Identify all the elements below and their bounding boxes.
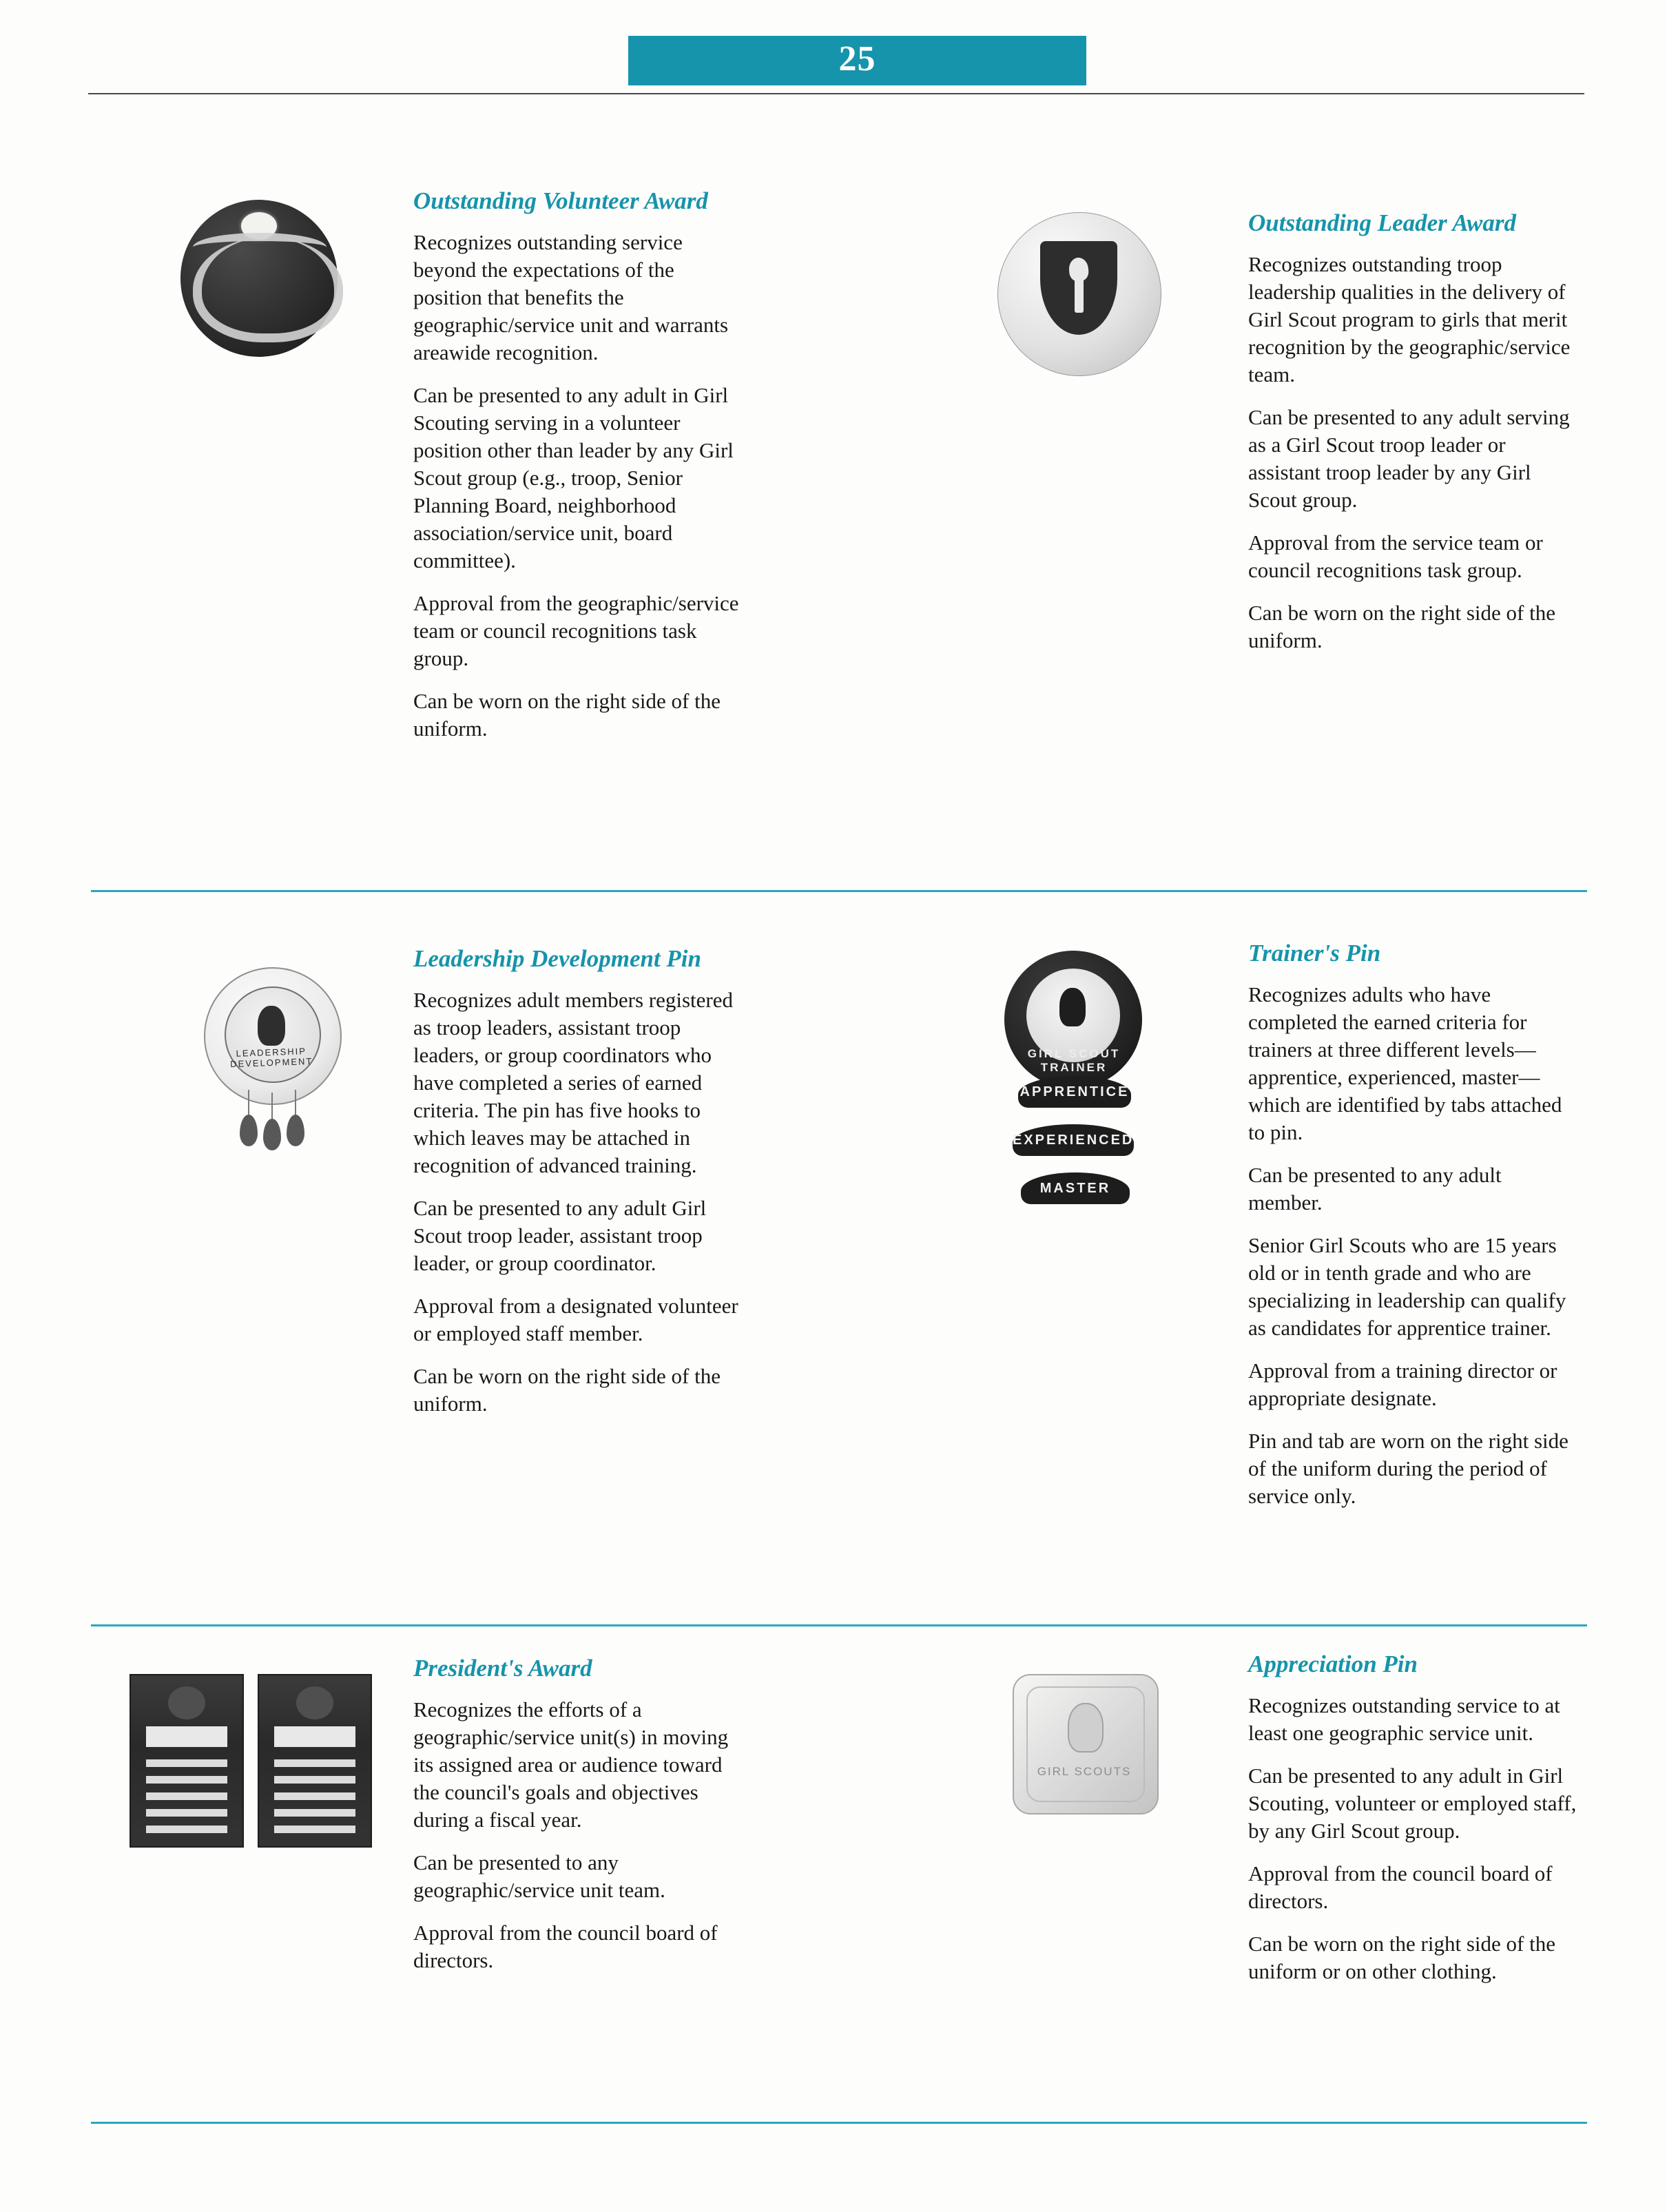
entry-paragraph: Recognizes outstanding service beyond the expectations of the position that benefits the geographic/service unit and warrants areawide recognition. [413, 230, 729, 364]
tab-master [1021, 1172, 1130, 1204]
plaque-bar [146, 1809, 227, 1817]
trefoil-emblem-icon [296, 1686, 333, 1719]
entry-paragraph: Senior Girl Scouts who are 15 years old or in tenth grade and who are specializing in leadership can qualify as candidates for apprentice trainer. [1248, 1233, 1566, 1340]
page-header [0, 0, 1667, 103]
section-awards-row-1 [0, 186, 1667, 875]
entry-body [413, 1696, 744, 1974]
girl-scouts-emblem-icon [168, 1686, 205, 1719]
entry-body [413, 229, 744, 743]
entry-body [413, 986, 744, 1418]
entry-trainers-pin [1248, 938, 1579, 1510]
entry-paragraph: Can be presented to any adult in Girl Scouting, volunteer or employed staff, by any Girl Scout group. [1248, 1764, 1577, 1843]
entry-title: Outstanding Volunteer Award [413, 187, 708, 214]
presidents-award-plaques [130, 1674, 371, 1846]
plaque-bar [146, 1759, 227, 1767]
entry-paragraph: Approval from the council board of directors. [413, 1921, 718, 1972]
pin-ring-text: LEADERSHIP DEVELOPMENT [229, 1046, 313, 1070]
entry-paragraph: Can be presented to any adult Girl Scout troop leader, assistant troop leader, or group coordinator. [413, 1196, 707, 1275]
plaque-bar [274, 1809, 355, 1817]
entry-title: Leadership Development Pin [413, 945, 702, 972]
entry-paragraph: Can be worn on the right side of the uniform. [413, 1364, 721, 1416]
page-number: 25 [838, 39, 876, 79]
leader-award-pin [997, 212, 1161, 376]
leadership-development-pin-art [191, 967, 357, 1167]
section-awards-row-3 [0, 1653, 1667, 2149]
trefoil-icon [1059, 988, 1086, 1026]
trefoil-icon [1068, 1703, 1104, 1753]
pin-chain [193, 237, 343, 342]
leaf-wire [295, 1090, 296, 1117]
entry-body [1248, 251, 1579, 654]
section-awards-row-2 [0, 940, 1667, 1633]
footer-divider [91, 2122, 1587, 2124]
entry-presidents-award [413, 1653, 744, 1974]
entry-outstanding-volunteer-award [413, 186, 744, 743]
entry-paragraph: Can be presented to any adult member. [1248, 1163, 1502, 1214]
plaque-right [258, 1674, 372, 1848]
plaque-bar [274, 1759, 355, 1767]
leaf-wire [271, 1093, 273, 1121]
entry-paragraph: Can be worn on the right side of the uniform or on other clothing. [1248, 1932, 1555, 1983]
tab-label: EXPERIENCED [1013, 1133, 1135, 1148]
plaque-nameplate [146, 1726, 227, 1747]
appreciation-pin-art [1007, 1668, 1172, 1827]
plaque-bar [274, 1792, 355, 1800]
entry-title: Outstanding Leader Award [1248, 209, 1516, 236]
plaque-left [130, 1674, 244, 1848]
entry-paragraph: Can be presented to any geographic/service unit team. [413, 1850, 665, 1902]
entry-paragraph: Recognizes outstanding service to at least one geographic service unit. [1248, 1693, 1560, 1745]
plaque-bar [146, 1826, 227, 1833]
entry-paragraph: Recognizes adults who have completed the earned criteria for trainers at three different levels—apprentice, experienced, master—which are identified by tabs attached to pin. [1248, 982, 1562, 1144]
tab-label: MASTER [1039, 1181, 1111, 1196]
plaque-nameplate [274, 1726, 355, 1747]
tab-label: APPRENTICE [1019, 1084, 1130, 1099]
leaf-charm [287, 1115, 304, 1146]
entry-paragraph: Pin and tab are worn on the right side of the uniform during the period of service only. [1248, 1429, 1568, 1508]
volunteer-award-pin [180, 200, 339, 358]
leaf-wire [248, 1090, 249, 1117]
entry-title: Trainer's Pin [1248, 940, 1381, 967]
entry-paragraph: Approval from a designated volunteer or employed staff member. [413, 1294, 738, 1345]
tab-experienced [1013, 1124, 1134, 1156]
trainers-pin-art [985, 951, 1164, 1196]
leaf-charm [240, 1115, 258, 1146]
entry-paragraph: Can be presented to any adult in Girl Scouting serving in a volunteer position other than leader by any Girl Scout group (e.g., troop, Senior Planning Board, neighborhood association/service unit, board committee). [413, 383, 734, 572]
trefoil-icon [258, 1006, 285, 1046]
plaque-bar [274, 1776, 355, 1784]
plaque-bar [274, 1826, 355, 1833]
entry-paragraph: Approval from the service team or council recognitions task group. [1248, 530, 1543, 582]
entry-appreciation-pin [1248, 1649, 1579, 1985]
entry-paragraph: Approval from the geographic/service team or council recognitions task group. [413, 591, 739, 670]
tab-apprentice [1018, 1076, 1131, 1108]
section-divider [91, 890, 1587, 892]
entry-paragraph: Approval from a training director or appropriate designate. [1248, 1358, 1557, 1410]
entry-title: Appreciation Pin [1248, 1651, 1418, 1677]
entry-paragraph: Approval from the council board of directors. [1248, 1861, 1553, 1913]
plaque-bar [146, 1776, 227, 1784]
plaque-bar [146, 1792, 227, 1800]
pin-ring-text: GIRL SCOUT TRAINER [1027, 1047, 1121, 1074]
entry-body [1248, 981, 1579, 1510]
entry-paragraph: Can be worn on the right side of the uniform. [413, 689, 721, 741]
entry-paragraph: Can be worn on the right side of the uniform. [1248, 601, 1555, 652]
entry-outstanding-leader-award [1248, 208, 1579, 654]
entry-paragraph: Can be presented to any adult serving as a Girl Scout troop leader or assistant troop leader by any Girl Scout group. [1248, 405, 1570, 512]
entry-body [1248, 1692, 1579, 1985]
header-divider [88, 93, 1584, 94]
leaf-charm [263, 1119, 281, 1150]
entry-title: President's Award [413, 1655, 592, 1682]
pin-label: GIRL SCOUTS [1037, 1765, 1132, 1778]
section-divider [91, 1624, 1587, 1626]
entry-paragraph: Recognizes the efforts of a geographic/service unit(s) in moving its assigned area or audience toward the council's goals and objectives during a fiscal year. [413, 1697, 729, 1832]
entry-paragraph: Recognizes adult members registered as troop leaders, assistant troop leaders, or group coordinators who have completed a series of earned criteria. The pin has five hooks to which leaves may be attached in recognition of advanced training. [413, 988, 733, 1177]
entry-leadership-development-pin [413, 944, 744, 1418]
entry-paragraph: Recognizes outstanding troop leadership qualities in the delivery of Girl Scout program to girls that merit recognition by the geographic/service team. [1248, 252, 1571, 386]
torch-icon [1075, 278, 1084, 313]
